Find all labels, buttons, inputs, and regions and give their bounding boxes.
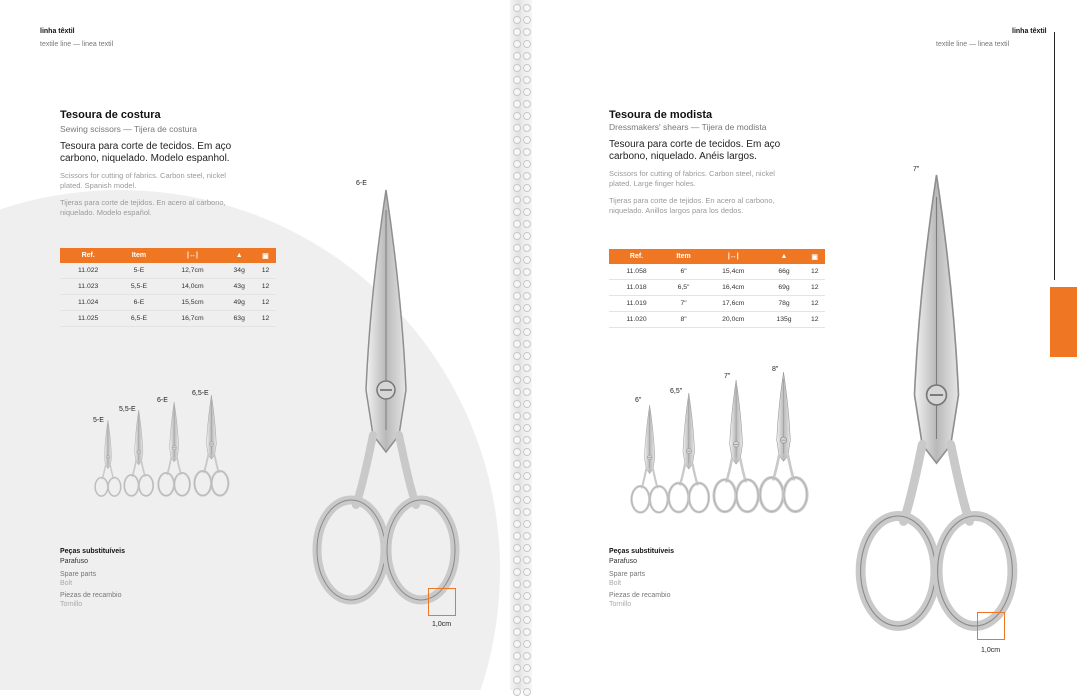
binding-ring: [523, 172, 531, 180]
cell-item: 8": [664, 312, 703, 328]
binding-ring: [523, 340, 531, 348]
cell-ref: 11.020: [609, 312, 664, 328]
spare-parts-pt: Parafuso: [60, 558, 89, 565]
weight-icon: ▲: [223, 248, 255, 263]
cell-qty: 12: [255, 279, 276, 295]
binding-ring: [513, 124, 521, 132]
binding-ring: [513, 364, 521, 372]
binding-ring: [513, 616, 521, 624]
binding-ring: [523, 208, 531, 216]
binding-ring: [523, 304, 531, 312]
binding-spine: [510, 0, 532, 690]
binding-ring: [513, 484, 521, 492]
binding-ring: [513, 268, 521, 276]
size-label: 5-E: [93, 417, 104, 424]
cell-length: 20,0cm: [703, 312, 763, 328]
binding-ring: [523, 532, 531, 540]
binding-ring: [513, 604, 521, 612]
binding-ring: [523, 280, 531, 288]
size-label: 6,5": [670, 388, 683, 395]
product-line-subtitle: textile line — linea textil: [40, 41, 114, 48]
binding-ring: [523, 664, 531, 672]
binding-ring: [513, 580, 521, 588]
binding-ring: [513, 592, 521, 600]
binding-ring: [513, 520, 521, 528]
cell-ref: 11.018: [609, 280, 664, 296]
cell-length: 12,7cm: [162, 263, 224, 279]
main-size-label: 6-E: [356, 180, 367, 187]
binding-ring: [513, 640, 521, 648]
binding-ring: [513, 4, 521, 12]
binding-ring: [523, 520, 531, 528]
weight-icon: ▲: [764, 249, 805, 264]
product-line-title: linha têxtil: [1012, 28, 1047, 35]
description-es-line1: Tijeras para corte de tejidos. En acero al carbono,: [609, 196, 775, 205]
binding-ring: [513, 100, 521, 108]
cell-ref: 11.025: [60, 311, 116, 327]
cell-ref: 11.023: [60, 279, 116, 295]
binding-ring: [523, 544, 531, 552]
table-row: [60, 311, 276, 327]
description-es-line2: niquelado. Modelo español.: [60, 208, 152, 217]
binding-ring: [523, 316, 531, 324]
binding-ring: [513, 556, 521, 564]
cell-qty: 12: [804, 312, 825, 328]
description-en-line2: plated. Spanish model.: [60, 181, 137, 190]
spare-parts-en-heading: Spare parts: [60, 571, 97, 578]
cell-weight: 49g: [223, 295, 255, 311]
binding-ring: [523, 244, 531, 252]
description-es-line1: Tijeras para corte de tejidos. En acero al carbono,: [60, 198, 226, 207]
binding-ring: [513, 352, 521, 360]
cell-ref: 11.024: [60, 295, 116, 311]
product-title: Tesoura de costura: [60, 109, 161, 121]
binding-ring: [523, 388, 531, 396]
spare-parts-es: Tornillo: [60, 601, 83, 608]
cell-ref: 11.022: [60, 263, 116, 279]
binding-ring: [523, 328, 531, 336]
binding-ring: [513, 76, 521, 84]
binding-ring: [513, 496, 521, 504]
binding-ring: [513, 688, 521, 696]
spec-table: [609, 249, 825, 328]
binding-ring: [513, 460, 521, 468]
binding-ring: [513, 544, 521, 552]
shears-small-image: [712, 380, 760, 515]
section-tab: [1050, 287, 1077, 357]
cell-qty: 12: [255, 263, 276, 279]
cell-weight: 34g: [223, 263, 255, 279]
binding-ring: [523, 364, 531, 372]
binding-ring: [523, 88, 531, 96]
cell-weight: 135g: [764, 312, 805, 328]
shears-small-image: [758, 372, 809, 515]
binding-ring: [523, 112, 531, 120]
binding-ring: [513, 244, 521, 252]
binding-ring: [523, 28, 531, 36]
description-en-line1: Scissors for cutting of fabrics. Carbon steel, nickel: [60, 171, 226, 180]
binding-ring: [513, 676, 521, 684]
main-size-label: 7": [913, 166, 920, 173]
cell-length: 14,0cm: [162, 279, 224, 295]
binding-ring: [523, 100, 531, 108]
binding-ring: [513, 136, 521, 144]
binding-ring: [523, 220, 531, 228]
binding-ring: [513, 388, 521, 396]
table-row: [609, 296, 825, 312]
cell-ref: 11.019: [609, 296, 664, 312]
binding-ring: [523, 400, 531, 408]
binding-ring: [523, 496, 531, 504]
ref-header: Ref.: [609, 249, 664, 264]
binding-ring: [523, 460, 531, 468]
size-label: 5,5-E: [119, 406, 136, 413]
binding-ring: [523, 352, 531, 360]
table-row: [60, 295, 276, 311]
binding-ring: [513, 568, 521, 576]
binding-ring: [513, 40, 521, 48]
description-pt-line1: Tesoura para corte de tecidos. Em aço: [609, 139, 781, 150]
binding-ring: [513, 664, 521, 672]
binding-ring: [523, 160, 531, 168]
cell-length: 16,7cm: [162, 311, 224, 327]
binding-ring: [513, 256, 521, 264]
box-icon: ▣: [255, 248, 276, 263]
binding-ring: [513, 292, 521, 300]
binding-ring: [523, 688, 531, 696]
product-title: Tesoura de modista: [609, 109, 713, 121]
scale-box: [428, 588, 456, 616]
binding-ring: [513, 220, 521, 228]
binding-rings: [510, 0, 532, 690]
binding-ring: [513, 508, 521, 516]
binding-ring: [523, 76, 531, 84]
binding-ring: [523, 436, 531, 444]
item-header: Item: [116, 248, 161, 263]
binding-ring: [513, 16, 521, 24]
cell-weight: 69g: [764, 280, 805, 296]
spare-parts-en: Bolt: [60, 580, 73, 587]
binding-ring: [513, 28, 521, 36]
shears-main-image: [854, 175, 1019, 637]
binding-ring: [513, 232, 521, 240]
binding-ring: [523, 232, 531, 240]
cell-item: 6,5": [664, 280, 703, 296]
binding-ring: [513, 472, 521, 480]
binding-ring: [523, 616, 531, 624]
binding-ring: [523, 124, 531, 132]
table-row: [609, 312, 825, 328]
binding-ring: [513, 652, 521, 660]
binding-ring: [523, 196, 531, 204]
scissors-small-image: [94, 420, 122, 498]
spare-parts-es-heading: Piezas de recambio: [609, 592, 671, 599]
binding-ring: [523, 652, 531, 660]
cell-weight: 66g: [764, 264, 805, 280]
scissors-main-image: [311, 190, 461, 610]
size-label: 6,5-E: [192, 390, 209, 397]
length-icon: |↔|: [162, 248, 224, 263]
binding-ring: [523, 472, 531, 480]
cell-length: 16,4cm: [703, 280, 763, 296]
product-subtitle: Sewing scissors — Tijera de costura: [60, 124, 197, 134]
cell-weight: 63g: [223, 311, 255, 327]
binding-ring: [523, 640, 531, 648]
scissors-small-image: [157, 402, 191, 498]
binding-ring: [523, 508, 531, 516]
scale-box: [977, 612, 1005, 640]
binding-ring: [513, 208, 521, 216]
binding-ring: [523, 580, 531, 588]
description-pt-line1: Tesoura para corte de tecidos. Em aço: [60, 141, 232, 152]
spare-parts-pt-heading: Peças substituíveis: [60, 548, 125, 555]
binding-ring: [513, 160, 521, 168]
scale-label: 1,0cm: [432, 621, 452, 628]
cell-item: 6-E: [116, 295, 161, 311]
table-row: [60, 263, 276, 279]
spec-table: [60, 248, 276, 327]
description-en-line1: Scissors for cutting of fabrics. Carbon steel, nickel: [609, 169, 775, 178]
product-line-subtitle: textile line — linea textil: [936, 41, 1010, 48]
size-label: 6-E: [157, 397, 168, 404]
binding-ring: [523, 292, 531, 300]
cell-item: 5-E: [116, 263, 161, 279]
cell-qty: 12: [804, 280, 825, 296]
binding-ring: [513, 424, 521, 432]
binding-ring: [513, 532, 521, 540]
scissors-small-image: [193, 395, 230, 498]
spare-parts-es-heading: Piezas de recambio: [60, 592, 122, 599]
scale-label: 1,0cm: [981, 647, 1001, 654]
right-page: [532, 0, 1077, 690]
binding-ring: [523, 424, 531, 432]
binding-ring: [523, 184, 531, 192]
binding-ring: [523, 568, 531, 576]
item-header: Item: [664, 249, 703, 264]
binding-ring: [513, 628, 521, 636]
binding-ring: [513, 448, 521, 456]
binding-ring: [523, 376, 531, 384]
binding-ring: [513, 436, 521, 444]
product-line-title: linha têxtil: [40, 28, 75, 35]
binding-ring: [523, 268, 531, 276]
binding-ring: [513, 340, 521, 348]
spare-parts-en-heading: Spare parts: [609, 571, 646, 578]
spare-parts-pt: Parafuso: [609, 558, 638, 565]
cell-weight: 78g: [764, 296, 805, 312]
cell-length: 15,4cm: [703, 264, 763, 280]
cell-item: 6": [664, 264, 703, 280]
binding-ring: [513, 304, 521, 312]
binding-ring: [523, 40, 531, 48]
shears-small-image: [630, 405, 669, 515]
binding-ring: [513, 88, 521, 96]
binding-ring: [513, 376, 521, 384]
length-icon: |↔|: [703, 249, 763, 264]
spec-table-header: [609, 249, 825, 264]
binding-ring: [513, 280, 521, 288]
binding-ring: [513, 172, 521, 180]
cell-qty: 12: [804, 264, 825, 280]
cell-qty: 12: [804, 296, 825, 312]
size-label: 8": [772, 366, 779, 373]
cell-item: 6,5-E: [116, 311, 161, 327]
description-pt-line2: carbono, niquelado. Anéis largos.: [609, 151, 757, 162]
binding-ring: [513, 316, 521, 324]
cell-weight: 43g: [223, 279, 255, 295]
binding-ring: [513, 412, 521, 420]
shears-small-image: [667, 393, 711, 515]
binding-ring: [523, 136, 531, 144]
table-row: [60, 279, 276, 295]
binding-ring: [513, 196, 521, 204]
ref-header: Ref.: [60, 248, 116, 263]
binding-ring: [523, 256, 531, 264]
cell-qty: 12: [255, 295, 276, 311]
cell-item: 7": [664, 296, 703, 312]
box-icon: ▣: [804, 249, 825, 264]
cell-length: 17,6cm: [703, 296, 763, 312]
size-label: 7": [724, 373, 731, 380]
cell-item: 5,5-E: [116, 279, 161, 295]
binding-ring: [513, 184, 521, 192]
binding-ring: [513, 148, 521, 156]
cell-length: 15,5cm: [162, 295, 224, 311]
binding-ring: [523, 556, 531, 564]
edge-rule: [1054, 32, 1055, 280]
binding-ring: [523, 412, 531, 420]
spare-parts-en: Bolt: [609, 580, 622, 587]
binding-ring: [523, 592, 531, 600]
binding-ring: [513, 328, 521, 336]
binding-ring: [523, 148, 531, 156]
binding-ring: [523, 676, 531, 684]
binding-ring: [523, 52, 531, 60]
cell-ref: 11.058: [609, 264, 664, 280]
description-es-line2: niquelado. Anillos largos para los dedos.: [609, 206, 744, 215]
description-en-line2: plated. Large finger holes.: [609, 179, 696, 188]
binding-ring: [523, 628, 531, 636]
binding-ring: [523, 16, 531, 24]
binding-ring: [513, 400, 521, 408]
binding-ring: [513, 52, 521, 60]
binding-ring: [523, 4, 531, 12]
product-subtitle: Dressmakers' shears — Tijera de modista: [609, 122, 767, 132]
binding-ring: [523, 64, 531, 72]
binding-ring: [523, 604, 531, 612]
description-pt-line2: carbono, niquelado. Modelo espanhol.: [60, 153, 230, 164]
binding-ring: [523, 448, 531, 456]
spare-parts-pt-heading: Peças substituíveis: [609, 548, 674, 555]
spec-table-header: [60, 248, 276, 263]
scissors-small-image: [123, 410, 154, 498]
table-row: [609, 280, 825, 296]
binding-ring: [513, 112, 521, 120]
table-row: [609, 264, 825, 280]
cell-qty: 12: [255, 311, 276, 327]
size-label: 6": [635, 397, 642, 404]
left-page: [0, 0, 510, 690]
spare-parts-es: Tornillo: [609, 601, 632, 608]
binding-ring: [523, 484, 531, 492]
binding-ring: [513, 64, 521, 72]
